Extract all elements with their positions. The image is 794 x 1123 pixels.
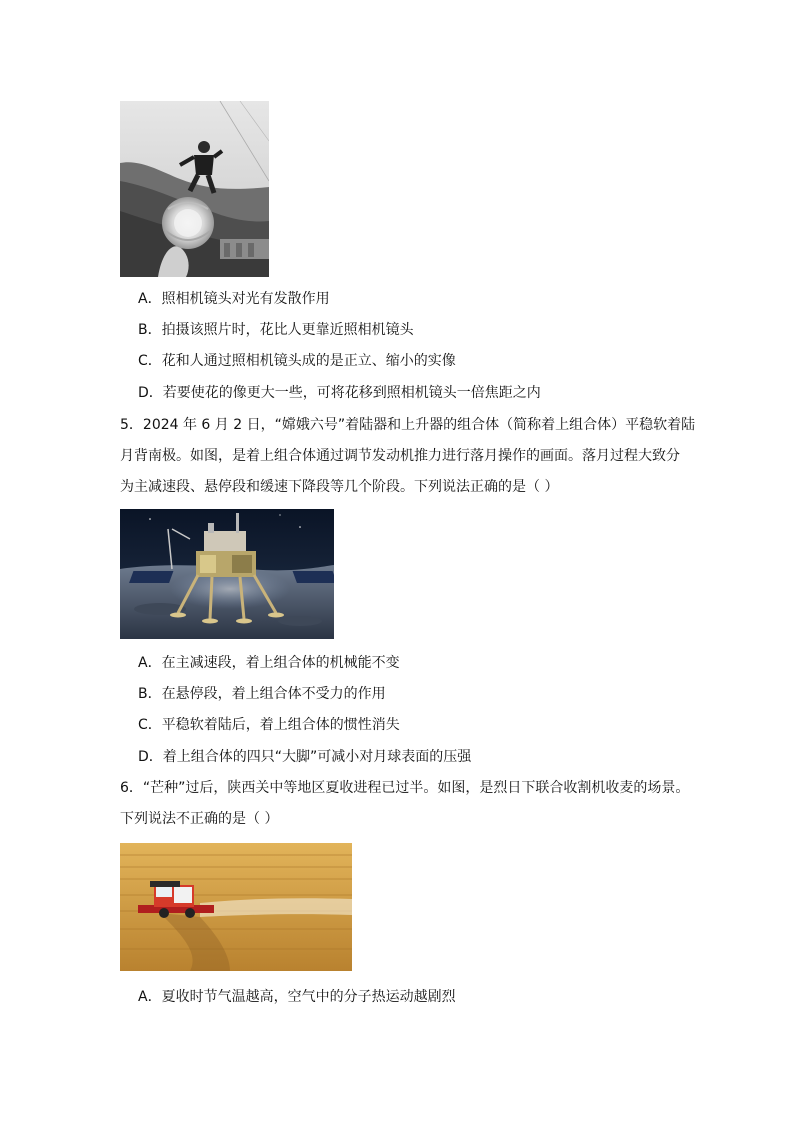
- q6-stem-line-2: 下列说法不正确的是（ ）: [120, 811, 279, 827]
- q6-stem-line-1: 6．“芒种”过后，陕西关中等地区夏收进程已过半。如图，是烈日下联合收割机收麦的场景。: [120, 780, 690, 796]
- q6-option-a: A．夏收时节气温越高，空气中的分子热运动越剧烈: [138, 989, 456, 1005]
- photo-person-and-flower: [120, 101, 269, 277]
- q4-option-c: C．花和人通过照相机镜头成的是正立、缩小的实像: [138, 353, 456, 369]
- photo-combine-harvester: [120, 843, 352, 971]
- q5-stem-line-3: 为主减速段、悬停段和缓速下降段等几个阶段。下列说法正确的是（ ）: [120, 479, 559, 495]
- photo-change6-lander-image: [120, 509, 334, 639]
- q5-option-a: A．在主减速段，着上组合体的机械能不变: [138, 655, 400, 671]
- q5-option-c: C．平稳软着陆后，着上组合体的惯性消失: [138, 717, 400, 733]
- photo-combine-harvester-image: [120, 843, 352, 971]
- q5-stem-line-2: 月背南极。如图，是着上组合体通过调节发动机推力进行落月操作的画面。落月过程大致分: [120, 448, 680, 464]
- q4-option-d: D．若要使花的像更大一些，可将花移到照相机镜头一倍焦距之内: [138, 385, 541, 401]
- q5-stem-line-1: 5．2024 年 6 月 2 日，“嫦娥六号”着陆器和上升器的组合体（简称着上组合体）平稳软着陆: [120, 417, 696, 433]
- q5-option-b: B．在悬停段，着上组合体不受力的作用: [138, 686, 386, 702]
- q5-option-d: D．着上组合体的四只“大脚”可减小对月球表面的压强: [138, 749, 472, 765]
- q4-option-b: B．拍摄该照片时，花比人更靠近照相机镜头: [138, 322, 414, 338]
- q4-option-a: A．照相机镜头对光有发散作用: [138, 291, 330, 307]
- photo-person-and-flower-image: [120, 101, 269, 277]
- photo-change6-lander: [120, 509, 334, 639]
